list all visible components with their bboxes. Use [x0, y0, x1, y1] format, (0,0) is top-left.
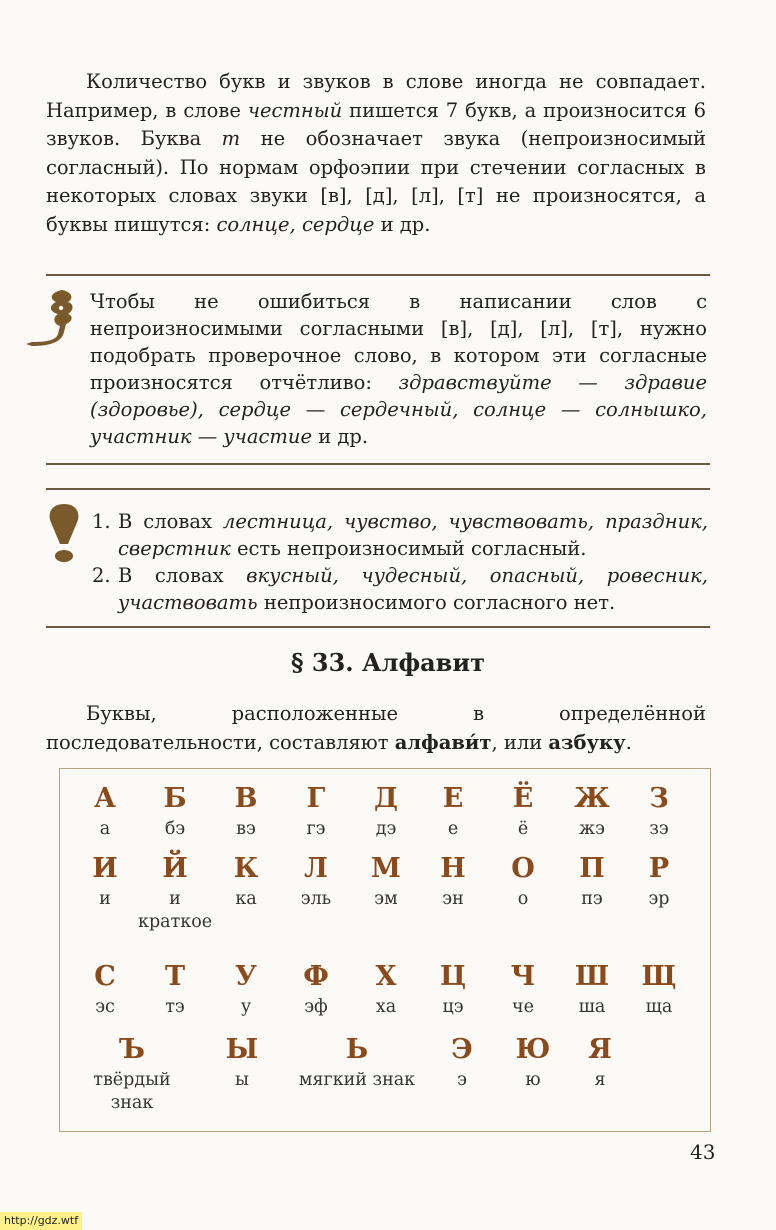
page-number: 43 [690, 1140, 716, 1164]
letter-name: а [99, 819, 111, 839]
letter-name: о [517, 889, 529, 909]
alphabet-letter: Ч [510, 961, 536, 992]
letter-name: у [240, 997, 252, 1017]
alphabet-cell [491, 783, 555, 841]
alphabet-letter: И [92, 853, 118, 884]
letter-name: вэ [236, 819, 256, 839]
text-run: не обозначает звука (непроизносимый согласный). По нормам орфоэпии при стечении согласных в некоторых словах звуки [в], [д], [л], [т] не произносятся, а буквы пишутся: [46, 127, 707, 236]
alphabet-letter: Т [164, 961, 186, 992]
alphabet-cell [354, 961, 418, 1019]
letter-name: че [512, 997, 534, 1017]
rule-top-divider [46, 274, 710, 276]
alphabet-letter: Ё [512, 783, 534, 814]
note-number: 2. [92, 564, 111, 587]
alphabet-letter: М [371, 853, 401, 884]
letter-name: твёрдый знак [93, 1070, 171, 1113]
alphabet-letter: Я [588, 1034, 612, 1065]
alphabet-cell [421, 853, 485, 911]
alphabet-cell [214, 853, 278, 911]
note-number: 1. [92, 510, 111, 533]
alphabet-cell [501, 1034, 565, 1092]
letter-name: е [447, 819, 459, 839]
alphabet-cell [72, 1034, 192, 1115]
text-run: Количество букв и звуков в слове иногда не совпадает. Например, в слове [46, 70, 706, 122]
text-run: есть непроизносимый согласный. [230, 537, 587, 560]
italic-phrase: лестница, чувство, чувствовать, праздник, сверстник [118, 510, 708, 560]
note-item [92, 508, 708, 562]
italic-phrase: солнце, сердце [216, 212, 375, 236]
alphabet-letter: С [94, 961, 116, 992]
text-run: В словах [118, 564, 247, 587]
letter-name: ха [375, 997, 397, 1017]
alphabet-letter: В [234, 783, 258, 814]
alphabet-cell [297, 1034, 417, 1092]
alphabet-cell [491, 961, 555, 1019]
pen-nib-icon [22, 288, 80, 352]
alphabet-cell [210, 1034, 274, 1092]
alphabet-letter: Г [306, 783, 326, 814]
text-run: Буквы, расположенные в определённой последовательности, составляют [46, 702, 706, 754]
alphabet-cell [73, 783, 137, 841]
letter-name: ка [235, 889, 257, 909]
letter-name: ы [235, 1070, 249, 1090]
letter-name: эль [300, 889, 332, 909]
bold-term: алфави́т [394, 730, 492, 754]
alphabet-cell [284, 853, 348, 911]
alphabet-cell [421, 783, 485, 841]
letter-name: цэ [442, 997, 464, 1017]
rule-bottom-divider [46, 463, 710, 465]
alphabet-table [59, 768, 711, 1132]
text-run: . [625, 730, 632, 754]
alphabet-cell [421, 961, 485, 1019]
letter-name: мягкий знак [298, 1070, 416, 1090]
alphabet-letter: Ц [439, 961, 467, 992]
letter-name: пэ [581, 889, 603, 909]
italic-phrase: честный [247, 98, 343, 122]
letter-name: ша [578, 997, 606, 1017]
alphabet-cell [627, 783, 691, 841]
alphabet-letter: Е [442, 783, 464, 814]
note-item [92, 562, 708, 616]
alphabet-letter: Н [440, 853, 466, 884]
alphabet-cell [284, 783, 348, 841]
notes-bottom-divider [46, 626, 710, 628]
alphabet-letter: Х [375, 961, 397, 992]
alphabet-letter: Ы [225, 1034, 259, 1065]
alphabet-cell [568, 1034, 632, 1092]
letter-name: эр [648, 889, 670, 909]
alphabet-letter: Ю [515, 1034, 551, 1065]
italic-phrase: вкусный, чудесный, опасный, ровесник, участвовать [118, 564, 708, 614]
alphabet-cell [354, 853, 418, 911]
letter-name: э [457, 1070, 467, 1090]
alphabet-cell [73, 853, 137, 911]
letter-name: тэ [165, 997, 185, 1017]
alphabet-cell [138, 853, 212, 934]
alphabet-cell [560, 853, 624, 911]
letter-name: жэ [579, 819, 605, 839]
alphabet-cell [627, 853, 691, 911]
alphabet-letter: Б [163, 783, 187, 814]
alphabet-letter: Э [451, 1034, 473, 1065]
alphabet-cell [560, 961, 624, 1019]
alphabet-letter: Й [162, 853, 188, 884]
letter-name: эф [304, 997, 328, 1017]
letter-name: гэ [306, 819, 326, 839]
alphabet-cell [491, 853, 555, 911]
alphabet-cell [430, 1034, 494, 1092]
text-run: В словах [118, 510, 223, 533]
alphabet-letter: Д [373, 783, 398, 814]
text-run: , или [491, 730, 549, 754]
exclamation-icon [46, 502, 82, 564]
alphabet-letter: Ь [345, 1034, 369, 1065]
letter-name: бэ [164, 819, 186, 839]
letter-name: дэ [375, 819, 397, 839]
letter-name: и [99, 889, 111, 909]
alphabet-cell [73, 961, 137, 1019]
alphabet-paragraph [46, 700, 706, 757]
intro-paragraph [46, 68, 706, 239]
alphabet-letter: У [235, 961, 257, 992]
alphabet-cell [214, 961, 278, 1019]
text-run: пишется 7 букв, а произносится 6 звуков. Буква [46, 98, 707, 150]
bold-term: азбуку [548, 730, 626, 754]
alphabet-letter: Ш [574, 961, 610, 992]
text-run: непроизносимого согласного нет. [257, 591, 616, 614]
alphabet-cell [560, 783, 624, 841]
letter-name: и краткое [138, 889, 213, 932]
text-run: и др. [374, 212, 431, 236]
alphabet-cell [354, 783, 418, 841]
letter-name: ща [645, 997, 673, 1017]
italic-phrase: здравствуйте — здравие (здоровье), сердце — сердечный, солнце — солнышко, участник — участие [90, 371, 707, 448]
text-run: и др. [312, 425, 369, 448]
letter-name: я [594, 1070, 606, 1090]
notes-top-divider [46, 488, 710, 490]
letter-name: эм [374, 889, 398, 909]
spelling-rule [90, 288, 707, 450]
alphabet-letter: Щ [641, 961, 677, 992]
alphabet-cell [214, 783, 278, 841]
alphabet-cell [284, 961, 348, 1019]
alphabet-letter: О [511, 853, 535, 884]
alphabet-letter: Ф [303, 961, 329, 992]
alphabet-letter: Л [304, 853, 328, 884]
alphabet-cell [143, 783, 207, 841]
letter-name: эн [442, 889, 464, 909]
notes-list [92, 508, 708, 616]
italic-phrase: т [221, 127, 241, 150]
letter-name: эс [95, 997, 115, 1017]
alphabet-cell [627, 961, 691, 1019]
watermark-link[interactable]: http://gdz.wtf [0, 1212, 82, 1230]
alphabet-letter: А [94, 783, 116, 814]
text-run: Чтобы не ошибиться в написании слов с непроизносимыми согласными [в], [д], [л], [т], нужно подобрать проверочное слово, в котором эти согласные произносятся отчётливо: [90, 290, 707, 394]
letter-name: ю [525, 1070, 541, 1090]
letter-name: зэ [649, 819, 669, 839]
alphabet-letter: П [579, 853, 605, 884]
alphabet-letter: Р [648, 853, 670, 884]
alphabet-letter: З [649, 783, 669, 814]
letter-name: ё [517, 819, 529, 839]
alphabet-letter: Ж [574, 783, 610, 814]
alphabet-letter: К [233, 853, 259, 884]
section-title: § 33. Алфавит [290, 648, 486, 677]
alphabet-cell [143, 961, 207, 1019]
alphabet-letter: Ъ [119, 1034, 145, 1065]
